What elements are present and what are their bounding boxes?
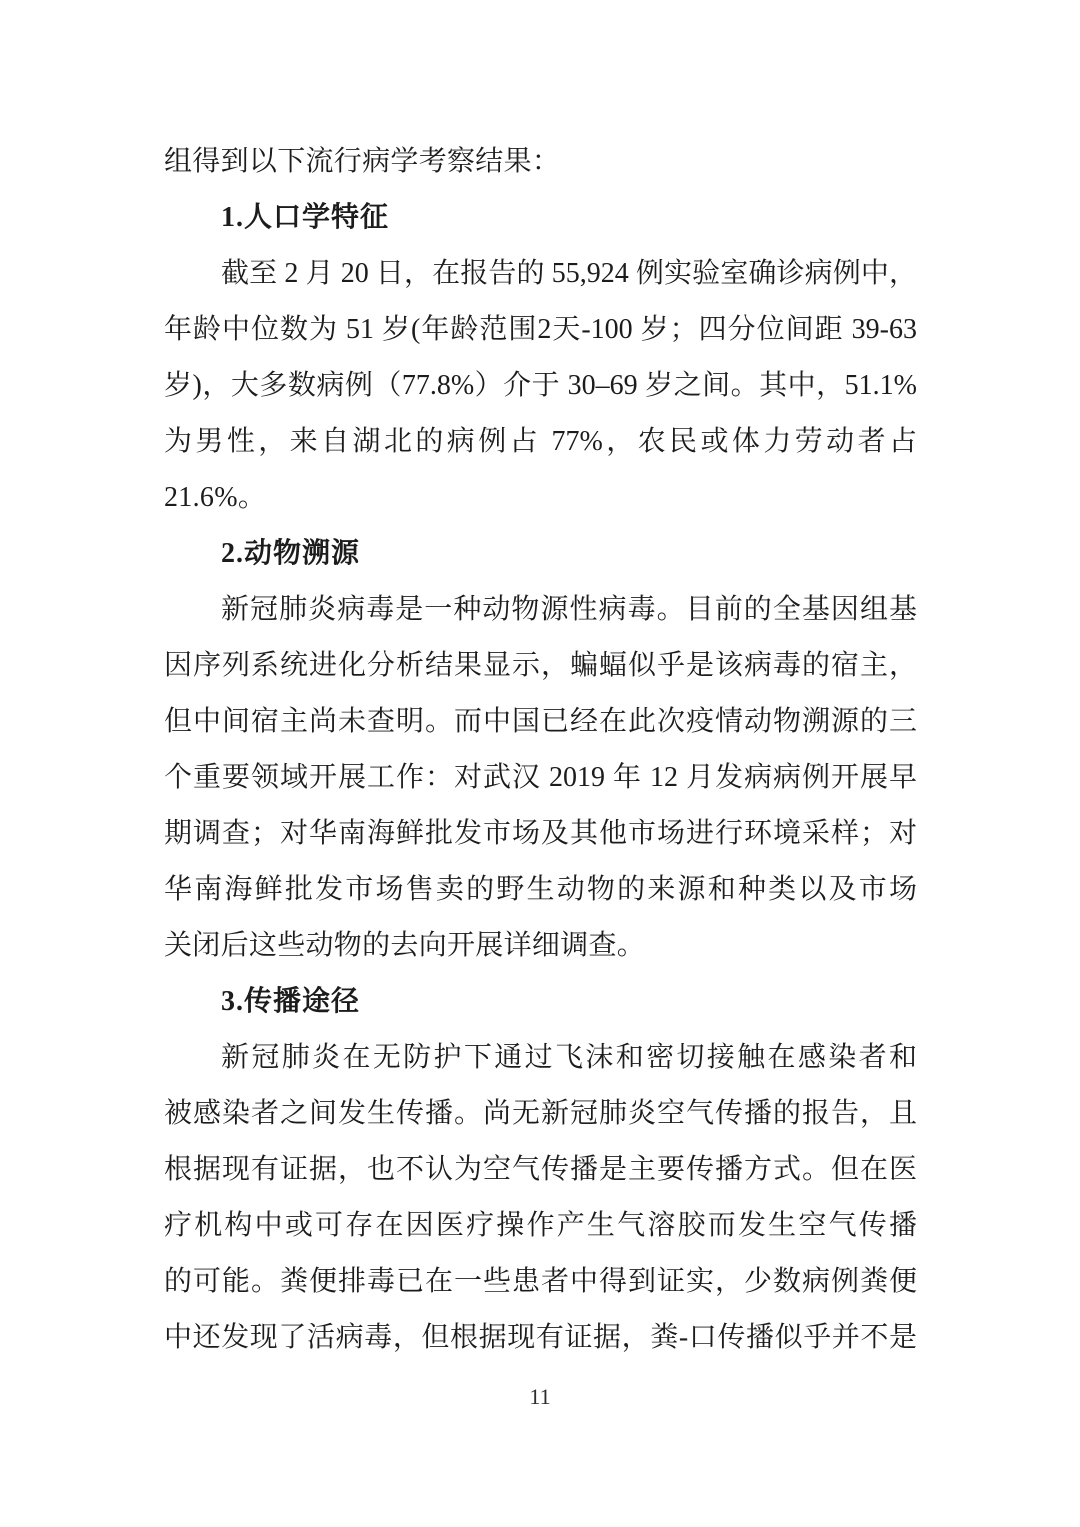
text-line: 新冠肺炎在无防护下通过飞沫和密切接触在感染者和 [221,1042,917,1073]
text-line: 的可能。粪便排毒已在一些患者中得到证实，少数病例粪便 [164,1266,917,1297]
text-line: 华南海鲜批发市场售卖的野生动物的来源和种类以及市场 [164,874,917,905]
text-line: 但中间宿主尚未查明。而中国已经在此次疫情动物溯源的三 [164,706,917,737]
text-line: 截至 2 月 20 日，在报告的 55,924 例实验室确诊病例中， [221,258,917,289]
text-line: 因序列系统进化分析结果显示，蝙蝠似乎是该病毒的宿主， [164,650,917,681]
page-number: 11 [529,1384,551,1409]
text-line: 疗机构中或可存在因医疗操作产生气溶胶而发生空气传播 [164,1210,917,1241]
text-line: 新冠肺炎病毒是一种动物源性病毒。目前的全基因组基 [221,594,917,625]
section-heading-2: 2.动物溯源 [221,538,361,569]
section-heading-1: 1.人口学特征 [221,202,390,233]
text-line: 被感染者之间发生传播。尚无新冠肺炎空气传播的报告，且 [164,1098,917,1129]
document-text-block [164,134,917,1366]
text-line: 关闭后这些动物的去向开展详细调查。 [164,930,646,961]
text-line: 个重要领域开展工作：对武汉 2019 年 12 月发病病例开展早 [164,762,917,793]
section-heading-3: 3.传播途径 [221,986,361,1017]
text-line: 年龄中位数为 51 岁(年龄范围2天-100 岁；四分位间距 39-63 [164,314,917,345]
text-line: 为男性，来自湖北的病例占 77%，农民或体力劳动者占 [164,426,917,457]
text-line: 根据现有证据，也不认为空气传播是主要传播方式。但在医 [164,1154,917,1185]
text-line: 岁)，大多数病例（77.8%）介于 30–69 岁之间。其中，51.1% [164,370,917,401]
text-line: 中还发现了活病毒，但根据现有证据，粪-口传播似乎并不是 [164,1322,917,1353]
text-line: 期调查；对华南海鲜批发市场及其他市场进行环境采样；对 [164,818,917,849]
text-line: 组得到以下流行病学考察结果： [164,146,561,177]
text-line: 21.6%。 [164,482,267,513]
